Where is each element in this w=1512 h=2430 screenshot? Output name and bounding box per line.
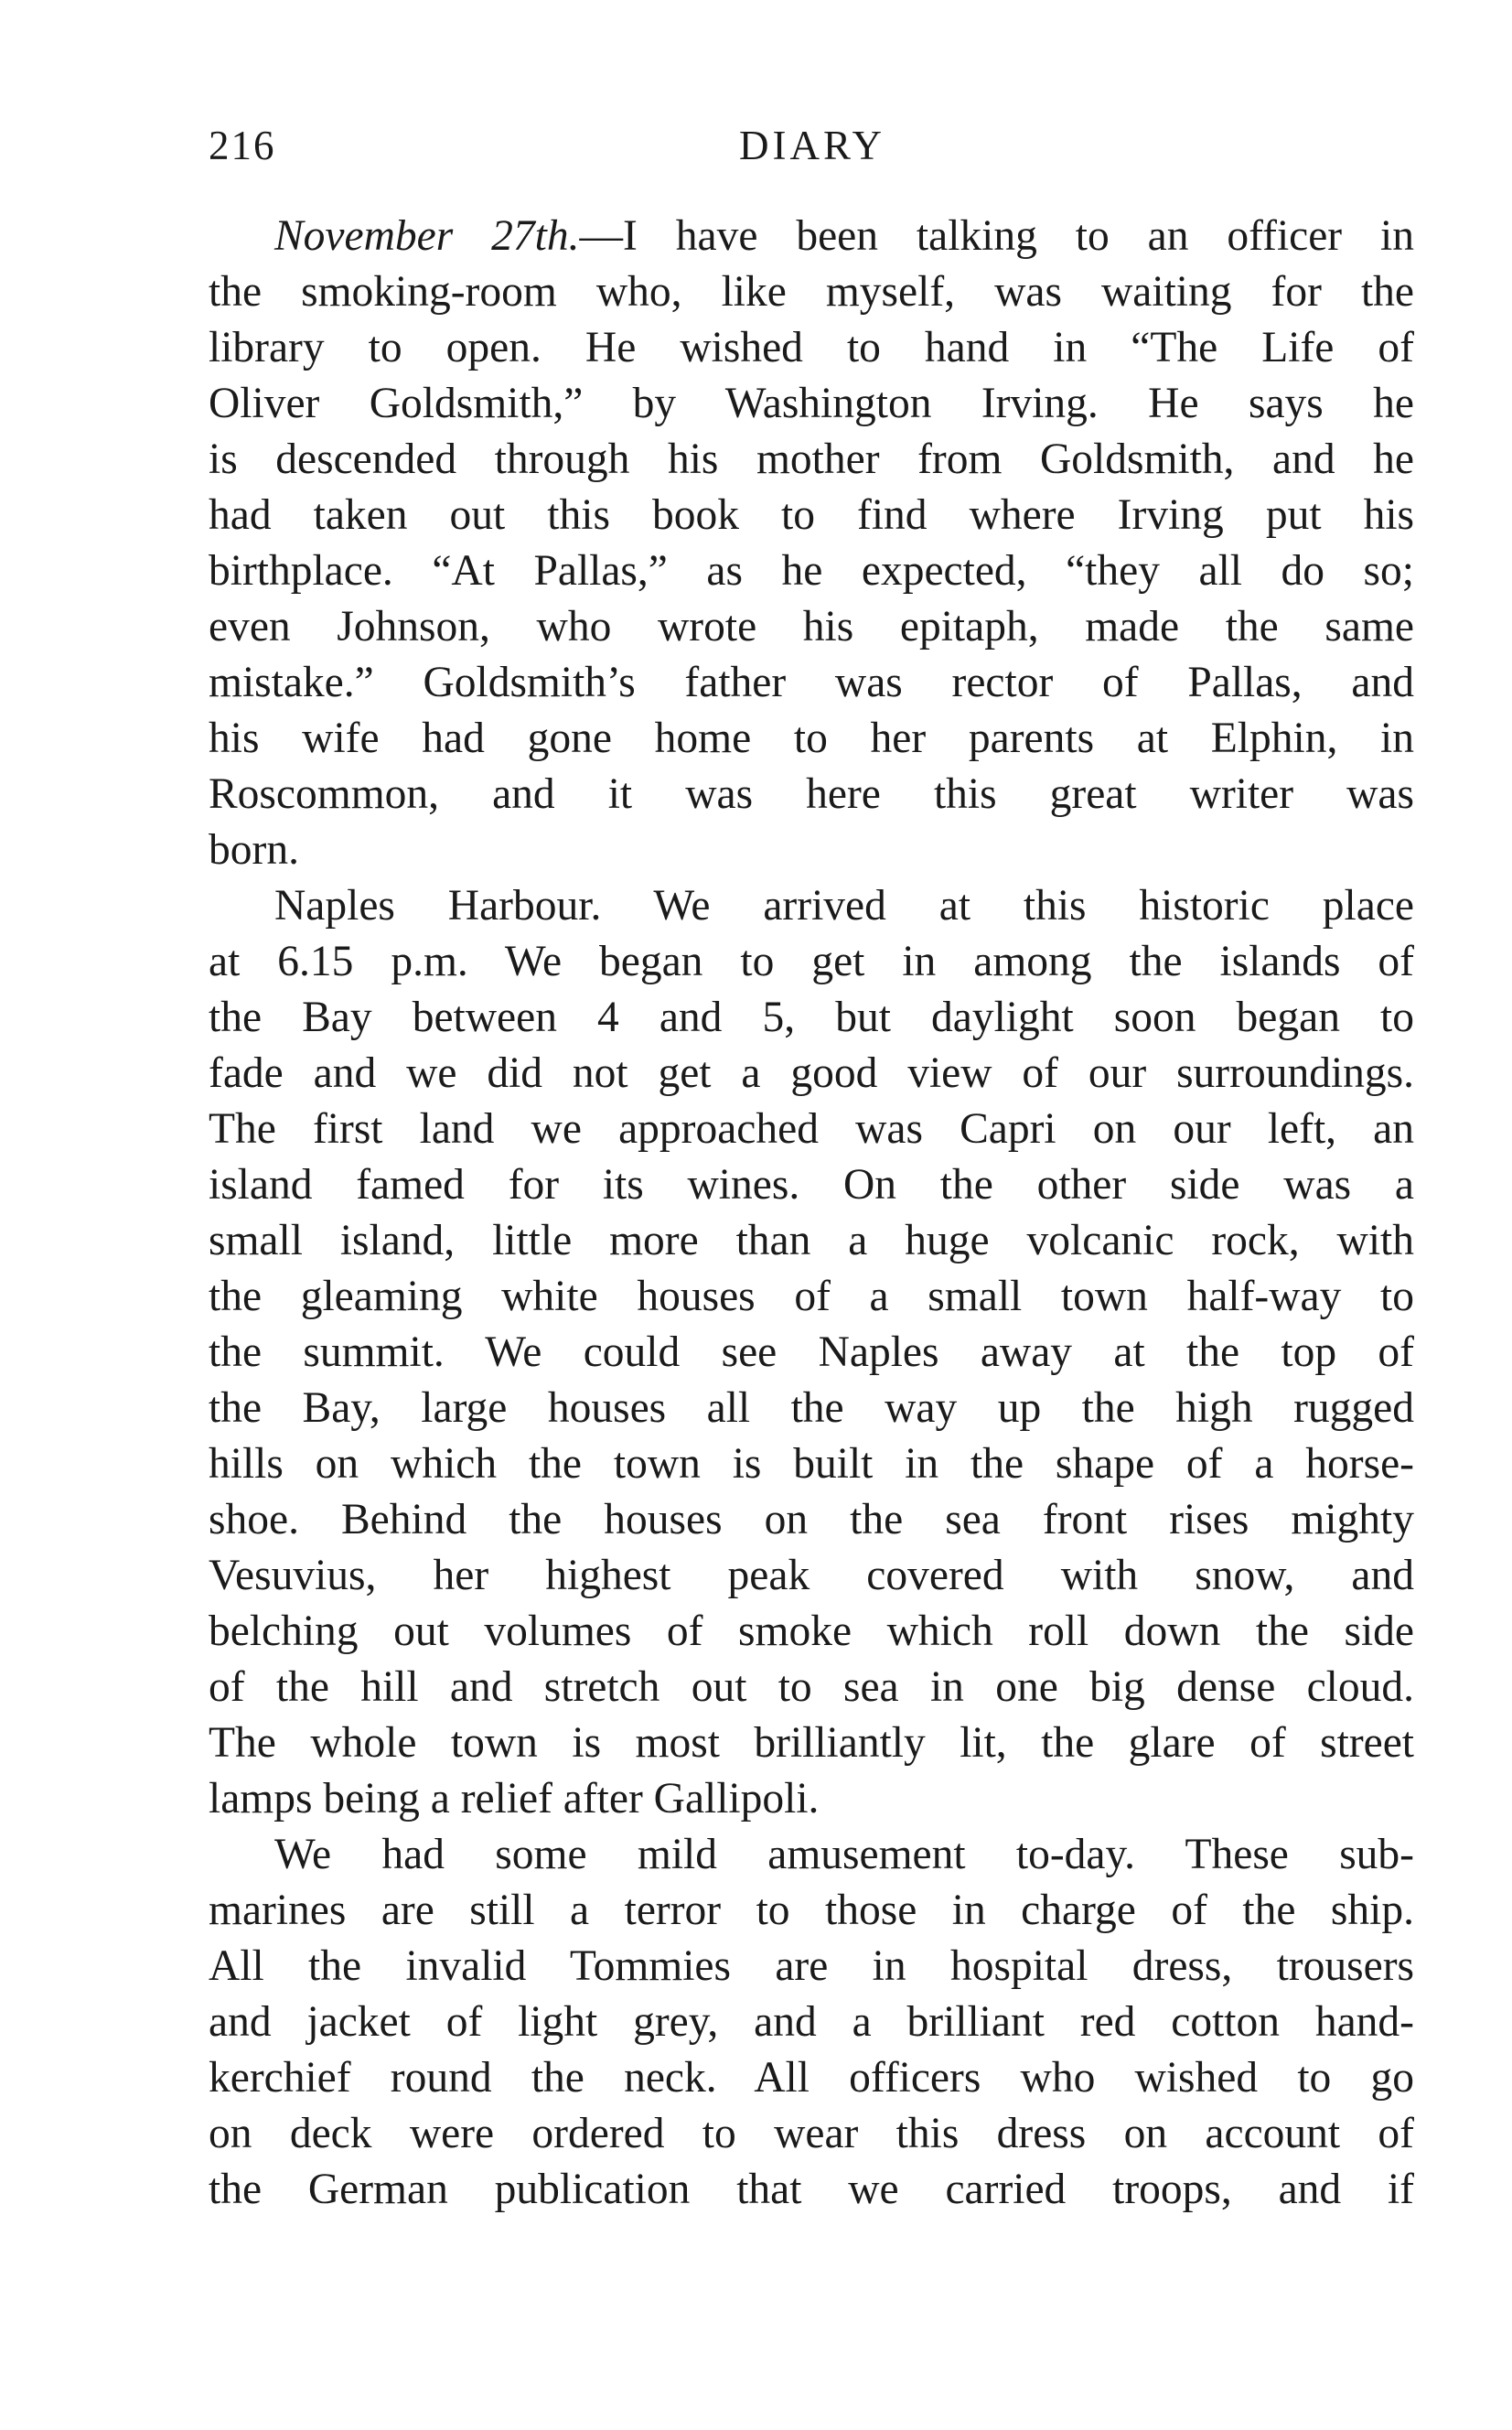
text-line: Naples Harbour. We arrived at this historic place [274, 882, 1414, 930]
text-line: the summit. We could see Naples away at the top of [209, 1328, 1414, 1376]
text-line: small island, little more than a huge volcanic rock, with [209, 1217, 1414, 1264]
text-line: hills on which the town is built in the shape of a horse- [209, 1440, 1414, 1488]
text-line: the Bay, large houses all the way up the high rugged [209, 1384, 1414, 1432]
page-number: 216 [209, 123, 276, 168]
page-header [209, 114, 1416, 178]
text-line: The first land we approached was Capri on our left, an [209, 1105, 1414, 1153]
text-line-content: —I have been talking to an officer in [579, 212, 1414, 260]
text-line: birthplace. “At Pallas,” as he expected, “they all do so; [209, 547, 1414, 595]
text-line: his wife had gone home to her parents at Elphin, in [209, 715, 1414, 762]
text-line: mistake.” Goldsmith’s father was rector of Pallas, and [209, 659, 1414, 706]
text-line: the German publication that we carried troops, and if [209, 2166, 1414, 2213]
paragraph-november-27 [209, 209, 1414, 878]
text-line: and jacket of light grey, and a brilliant red cotton hand- [209, 1998, 1414, 2046]
text-line: the Bay between 4 and 5, but daylight soon began to [209, 994, 1414, 1041]
text-line: of the hill and stretch out to sea in one big dense cloud. [209, 1663, 1414, 1711]
text-line: is descended through his mother from Goldsmith, and he [209, 435, 1414, 483]
text-line: on deck were ordered to wear this dress on account of [209, 2110, 1414, 2157]
paragraph-amusement [209, 1827, 1414, 2218]
text-line: even Johnson, who wrote his epitaph, made the same [209, 603, 1414, 651]
text-line: island famed for its wines. On the other side was a [209, 1161, 1414, 1209]
text-line: Vesuvius, her highest peak covered with snow, and [209, 1552, 1414, 1599]
text-line: at 6.15 p.m. We began to get in among the islands of [209, 938, 1414, 985]
text-line: Roscommon, and it was here this great writer was [209, 770, 1414, 818]
text-line: shoe. Behind the houses on the sea front rises mighty [209, 1496, 1414, 1543]
running-head: DIARY [738, 123, 885, 168]
text-line: Oliver Goldsmith,” by Washington Irving. He says he [209, 380, 1414, 427]
body-text [209, 209, 1414, 2218]
text-line: We had some mild amusement to-day. These sub- [274, 1831, 1414, 1878]
text-line: the gleaming white houses of a small town half-way to [209, 1273, 1414, 1320]
text-line: marines are still a terror to those in charge of the ship. [209, 1887, 1414, 1934]
text-line: lamps being a relief after Gallipoli. [209, 1775, 820, 1822]
text-line: born. [209, 826, 299, 874]
diary-date: November 27th. [274, 212, 580, 260]
text-line: the smoking-room who, like myself, was waiting for the [209, 268, 1414, 316]
text-line: fade and we did not get a good view of our surroundings. [209, 1049, 1414, 1097]
text-line: The whole town is most brilliantly lit, the glare of street [209, 1719, 1414, 1767]
text-line [209, 209, 1414, 264]
text-line: belching out volumes of smoke which roll down the side [209, 1607, 1414, 1655]
text-line: had taken out this book to find where Irving put his [209, 491, 1414, 539]
text-line: kerchief round the neck. All officers who wished to go [209, 2054, 1414, 2102]
text-line: All the invalid Tommies are in hospital dress, trousers [209, 1942, 1414, 1990]
text-line: library to open. He wished to hand in “The Life of [209, 324, 1414, 371]
paragraph-naples-harbour [209, 878, 1414, 1827]
